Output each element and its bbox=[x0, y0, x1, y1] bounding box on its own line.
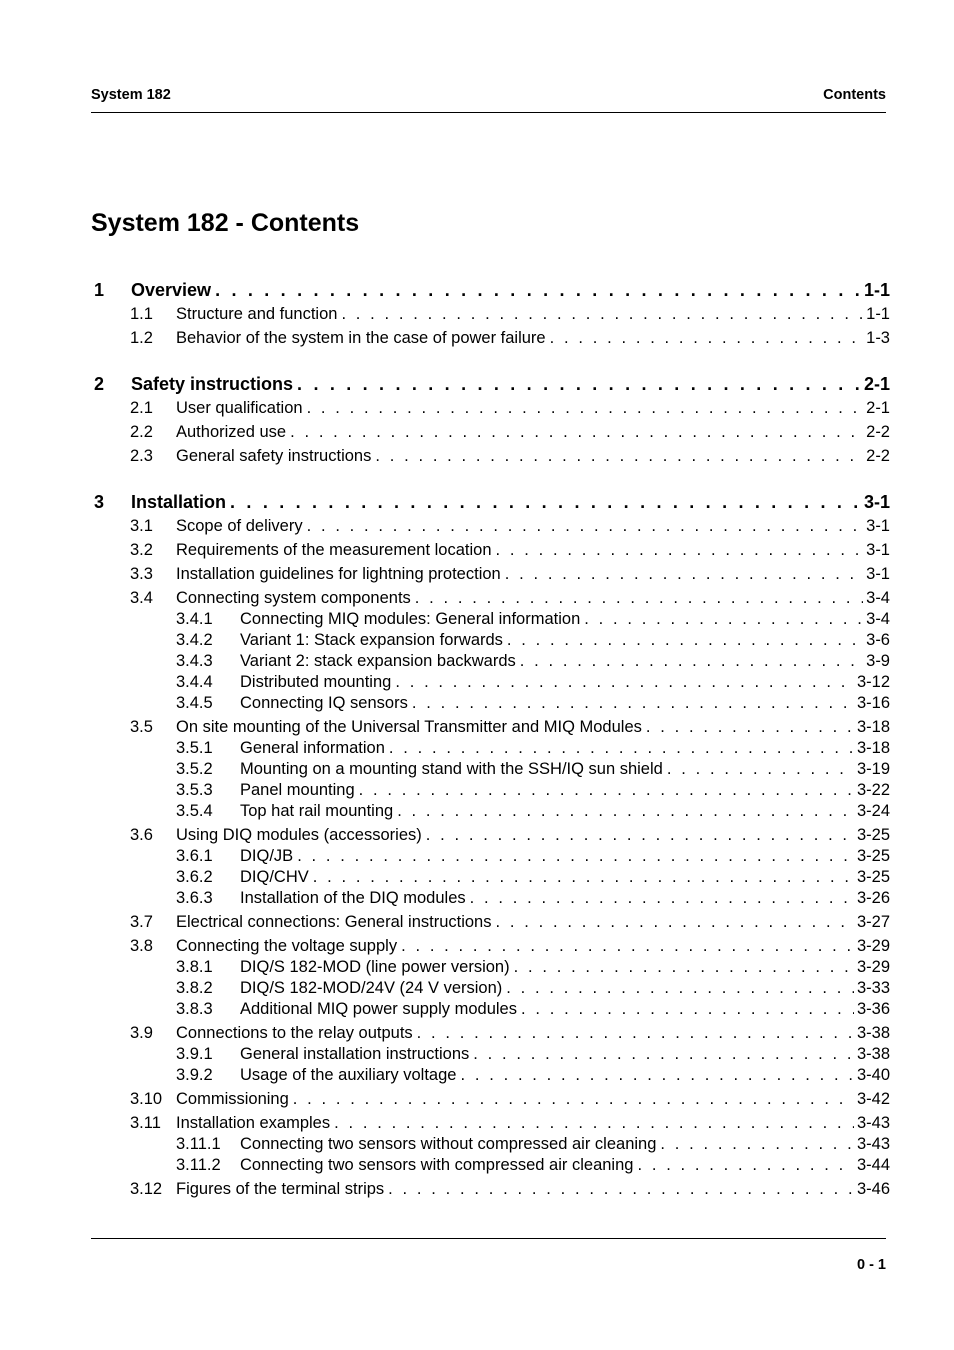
toc-entry-title: Connecting MIQ modules: General information bbox=[240, 610, 581, 628]
toc-entry-title: Figures of the terminal strips bbox=[176, 1180, 385, 1198]
toc-entry-page: 3-29 bbox=[856, 937, 890, 955]
toc-entry-number: 1.2 bbox=[130, 329, 153, 347]
toc-dot-leader bbox=[426, 824, 854, 846]
toc-entry-title: DIQ/S 182-MOD/24V (24 V version) bbox=[240, 979, 503, 997]
toc-dot-leader bbox=[521, 998, 854, 1020]
toc-dot-leader bbox=[520, 650, 863, 672]
toc-entry-number: 3.4.1 bbox=[176, 610, 213, 628]
toc-entry-title: Using DIQ modules (accessories) bbox=[176, 826, 422, 844]
toc-dot-leader bbox=[667, 758, 854, 780]
toc-entry-body bbox=[176, 911, 890, 933]
toc-entry-title: Connecting the voltage supply bbox=[176, 937, 398, 955]
toc-entry-body bbox=[240, 956, 890, 978]
toc-entry-title: Connecting IQ sensors bbox=[240, 694, 408, 712]
toc-entry-number: 3.6.3 bbox=[176, 889, 213, 907]
toc-entry-page: 3-40 bbox=[856, 1066, 890, 1084]
toc-entry-number: 3.5.4 bbox=[176, 802, 213, 820]
toc-entry-number: 3.8.3 bbox=[176, 1000, 213, 1018]
toc-entry-number: 3.8.2 bbox=[176, 979, 213, 997]
toc-entry-body bbox=[176, 587, 890, 609]
toc-dot-leader bbox=[505, 563, 863, 585]
toc-entry-page: 3-1 bbox=[866, 517, 890, 535]
toc-dot-leader bbox=[496, 539, 864, 561]
toc-entry-body bbox=[176, 397, 890, 419]
toc-entry-page: 3-26 bbox=[856, 889, 890, 907]
toc-entry-page: 3-18 bbox=[856, 718, 890, 736]
toc-dot-leader bbox=[297, 845, 854, 867]
toc-dot-leader bbox=[507, 629, 863, 651]
toc-entry-title: Authorized use bbox=[176, 423, 287, 441]
toc-entry-title: Connecting system components bbox=[176, 589, 411, 607]
toc-entry-page: 1-3 bbox=[866, 329, 890, 347]
toc-entry-number: 2.2 bbox=[130, 423, 153, 441]
toc-entry-body bbox=[240, 977, 890, 999]
toc-entry-number: 3.6 bbox=[130, 826, 153, 844]
toc-entry-title: Overview bbox=[131, 280, 212, 300]
toc-entry-number: 1.1 bbox=[130, 305, 153, 323]
toc-entry-page: 2-1 bbox=[863, 374, 890, 394]
toc-entry-page: 3-33 bbox=[856, 979, 890, 997]
toc-entry-body bbox=[240, 758, 890, 780]
toc-entry-body bbox=[240, 1043, 890, 1065]
toc-entry-page: 3-25 bbox=[856, 826, 890, 844]
toc-entry-title: Distributed mounting bbox=[240, 673, 392, 691]
toc-dot-leader bbox=[388, 1178, 854, 1200]
toc-entry-page: 3-6 bbox=[866, 631, 890, 649]
toc-entry-body bbox=[240, 1154, 890, 1176]
toc-entry-body bbox=[176, 303, 890, 325]
toc-entry-page: 3-1 bbox=[866, 541, 890, 559]
toc-dot-leader bbox=[506, 977, 854, 999]
toc-entry-title: General information bbox=[240, 739, 385, 757]
toc-entry-page: 3-22 bbox=[856, 781, 890, 799]
toc-entry-body bbox=[240, 779, 890, 801]
toc-dot-leader bbox=[637, 1154, 854, 1176]
toc-entry-title: Commissioning bbox=[176, 1090, 289, 1108]
toc-entry-page: 3-24 bbox=[856, 802, 890, 820]
toc-entry-number: 3.9 bbox=[130, 1024, 153, 1042]
toc-entry-page: 1-1 bbox=[863, 280, 890, 300]
toc-entry-page: 3-36 bbox=[856, 1000, 890, 1018]
toc-entry-number: 3.10 bbox=[130, 1090, 163, 1108]
toc-dot-leader bbox=[313, 866, 854, 888]
toc-entry-page: 2-1 bbox=[866, 399, 890, 417]
toc-entry-title: DIQ/S 182-MOD (line power version) bbox=[240, 958, 510, 976]
toc-dot-leader bbox=[417, 1022, 854, 1044]
toc-dot-leader bbox=[293, 1088, 854, 1110]
toc-entry-page: 3-12 bbox=[856, 673, 890, 691]
toc-entry-body bbox=[176, 1088, 890, 1110]
toc-entry-page: 3-46 bbox=[856, 1180, 890, 1198]
toc-entry-number: 3.5 bbox=[130, 718, 153, 736]
header-rule bbox=[91, 112, 886, 113]
toc-dot-leader bbox=[359, 779, 854, 801]
toc-entry-number: 3.6.2 bbox=[176, 868, 213, 886]
toc-entry-body bbox=[176, 539, 890, 561]
footer-rule bbox=[91, 1238, 886, 1239]
toc-entry-page: 2-2 bbox=[866, 423, 890, 441]
toc-entry-body bbox=[176, 1022, 890, 1044]
toc-entry-page: 3-19 bbox=[856, 760, 890, 778]
running-header bbox=[91, 87, 886, 107]
toc-entry-number: 3.11.1 bbox=[176, 1135, 221, 1153]
toc-entry-page: 3-4 bbox=[866, 610, 890, 628]
toc-entry-title: Usage of the auxiliary voltage bbox=[240, 1066, 457, 1084]
toc-dot-leader bbox=[290, 421, 863, 443]
toc-dot-leader bbox=[495, 911, 853, 933]
toc-entry-title: General installation instructions bbox=[240, 1045, 470, 1063]
toc-entry-body bbox=[176, 1178, 890, 1200]
toc-entry-page: 3-1 bbox=[863, 492, 890, 512]
toc-entry-page: 3-9 bbox=[866, 652, 890, 670]
toc-dot-leader bbox=[395, 671, 854, 693]
toc-entry-number: 2.1 bbox=[130, 399, 153, 417]
toc-entry-body bbox=[176, 824, 890, 846]
toc-entry-body bbox=[176, 515, 890, 537]
toc-entry-body bbox=[240, 887, 890, 909]
toc-entry-number: 2.3 bbox=[130, 447, 153, 465]
toc-dot-leader bbox=[470, 887, 854, 909]
header-document-name: System 182 bbox=[91, 87, 171, 103]
toc-entry-body bbox=[240, 692, 890, 714]
toc-entry-body bbox=[240, 866, 890, 888]
toc-entry-number: 3.4.5 bbox=[176, 694, 213, 712]
toc-entry-page: 3-1 bbox=[866, 565, 890, 583]
toc-entry-number: 3.11 bbox=[130, 1114, 161, 1132]
toc-entry-page: 3-25 bbox=[856, 847, 890, 865]
page-number: 0 - 1 bbox=[856, 1257, 886, 1273]
toc-entry-page: 3-42 bbox=[856, 1090, 890, 1108]
toc-entry-title: Variant 2: stack expansion backwards bbox=[240, 652, 516, 670]
toc-dot-leader bbox=[334, 1112, 854, 1134]
toc-entry-page: 3-38 bbox=[856, 1045, 890, 1063]
toc-entry-number: 3.9.1 bbox=[176, 1045, 213, 1063]
toc-entry-page: 3-4 bbox=[866, 589, 890, 607]
toc-entry-body bbox=[240, 608, 890, 630]
toc-entry-title: General safety instructions bbox=[176, 447, 372, 465]
toc-entry-body bbox=[240, 845, 890, 867]
toc-dot-leader bbox=[375, 445, 863, 467]
toc-dot-leader bbox=[460, 1064, 854, 1086]
toc-entry-body bbox=[176, 445, 890, 467]
toc-entry-page: 3-16 bbox=[856, 694, 890, 712]
toc-entry-title: Installation examples bbox=[176, 1114, 331, 1132]
toc-dot-leader bbox=[550, 327, 864, 349]
toc-dot-leader bbox=[297, 373, 861, 395]
toc-entry-page: 3-43 bbox=[856, 1135, 890, 1153]
toc-entry-title: Scope of delivery bbox=[176, 517, 303, 535]
toc-dot-leader bbox=[397, 800, 854, 822]
toc-entry-body bbox=[240, 671, 890, 693]
toc-dot-leader bbox=[230, 491, 861, 513]
toc-entry-number: 3.4.3 bbox=[176, 652, 213, 670]
toc-entry-title: Variant 1: Stack expansion forwards bbox=[240, 631, 503, 649]
toc-entry-body bbox=[240, 800, 890, 822]
toc-entry-page: 3-25 bbox=[856, 868, 890, 886]
toc-entry-number: 3.5.3 bbox=[176, 781, 213, 799]
toc-dot-leader bbox=[473, 1043, 854, 1065]
toc-entry-number: 3.6.1 bbox=[176, 847, 213, 865]
toc-entry-title: DIQ/CHV bbox=[240, 868, 309, 886]
toc-entry-title: User qualification bbox=[176, 399, 303, 417]
toc-entry-body bbox=[240, 650, 890, 672]
toc-entry-number: 3.12 bbox=[130, 1180, 163, 1198]
toc-entry-title: Safety instructions bbox=[131, 374, 294, 394]
toc-entry-number: 3.2 bbox=[130, 541, 153, 559]
toc-entry-number: 1 bbox=[94, 280, 105, 300]
toc-dot-leader bbox=[307, 515, 864, 537]
toc-entry-body bbox=[240, 737, 890, 759]
toc-entry-title: DIQ/JB bbox=[240, 847, 294, 865]
toc-entry-title: Panel mounting bbox=[240, 781, 355, 799]
toc-dot-leader bbox=[389, 737, 854, 759]
toc-entry-number: 3.11.2 bbox=[176, 1156, 221, 1174]
toc-entry-body bbox=[240, 1064, 890, 1086]
toc-entry-body bbox=[176, 716, 890, 738]
toc-entry-page: 3-18 bbox=[856, 739, 890, 757]
toc-entry-title: On site mounting of the Universal Transmitter and MIQ Modules bbox=[176, 718, 642, 736]
toc-dot-leader bbox=[514, 956, 854, 978]
toc-entry-title: Electrical connections: General instructions bbox=[176, 913, 492, 931]
toc-entry-number: 3.4 bbox=[130, 589, 153, 607]
toc-entry-title: Connections to the relay outputs bbox=[176, 1024, 413, 1042]
toc-entry-number: 2 bbox=[94, 374, 105, 394]
toc-entry-number: 3.5.2 bbox=[176, 760, 213, 778]
toc-entry-body bbox=[131, 279, 890, 301]
toc-entry-page: 2-2 bbox=[866, 447, 890, 465]
toc-dot-leader bbox=[412, 692, 854, 714]
toc-entry-body bbox=[240, 629, 890, 651]
toc-entry-number: 3.5.1 bbox=[176, 739, 213, 757]
toc-entry-body bbox=[176, 563, 890, 585]
toc-entry-number: 3.1 bbox=[130, 517, 153, 535]
toc-entry-title: Requirements of the measurement location bbox=[176, 541, 492, 559]
toc-entry-number: 3.9.2 bbox=[176, 1066, 213, 1084]
toc-entry-title: Installation of the DIQ modules bbox=[240, 889, 466, 907]
toc-entry-body bbox=[131, 373, 890, 395]
toc-entry-body bbox=[176, 421, 890, 443]
toc-dot-leader bbox=[660, 1133, 854, 1155]
toc-entry-number: 3.7 bbox=[130, 913, 153, 931]
toc-entry-number: 3 bbox=[94, 492, 105, 512]
toc-entry-title: Installation guidelines for lightning protection bbox=[176, 565, 501, 583]
toc-entry-title: Installation bbox=[131, 492, 227, 512]
page-title: System 182 - Contents bbox=[91, 209, 360, 237]
toc-entry-title: Additional MIQ power supply modules bbox=[240, 1000, 517, 1018]
toc-entry-body bbox=[240, 998, 890, 1020]
toc-dot-leader bbox=[307, 397, 864, 419]
toc-entry-body bbox=[176, 327, 890, 349]
toc-entry-body bbox=[240, 1133, 890, 1155]
toc-entry-page: 3-44 bbox=[856, 1156, 890, 1174]
toc-dot-leader bbox=[584, 608, 863, 630]
toc-entry-title: Structure and function bbox=[176, 305, 338, 323]
toc-dot-leader bbox=[215, 279, 861, 301]
toc-entry-title: Connecting two sensors without compressed air cleaning bbox=[240, 1135, 657, 1153]
toc-entry-number: 3.8.1 bbox=[176, 958, 213, 976]
toc-entry-title: Behavior of the system in the case of power failure bbox=[176, 329, 546, 347]
toc-dot-leader bbox=[401, 935, 854, 957]
toc-entry-number: 3.3 bbox=[130, 565, 153, 583]
toc-entry-page: 3-29 bbox=[856, 958, 890, 976]
toc-entry-number: 3.8 bbox=[130, 937, 153, 955]
toc-dot-leader bbox=[415, 587, 863, 609]
toc-dot-leader bbox=[646, 716, 854, 738]
toc-entry-title: Mounting on a mounting stand with the SSH/IQ sun shield bbox=[240, 760, 663, 778]
toc-entry-page: 3-27 bbox=[856, 913, 890, 931]
toc-entry-page: 1-1 bbox=[866, 305, 890, 323]
toc-dot-leader bbox=[341, 303, 863, 325]
toc-entry-page: 3-43 bbox=[856, 1114, 890, 1132]
toc-entry-number: 3.4.2 bbox=[176, 631, 213, 649]
header-section-name: Contents bbox=[823, 87, 886, 103]
toc-entry-title: Connecting two sensors with compressed air cleaning bbox=[240, 1156, 634, 1174]
toc-entry-body bbox=[131, 491, 890, 513]
toc-entry-page: 3-38 bbox=[856, 1024, 890, 1042]
toc-entry-number: 3.4.4 bbox=[176, 673, 213, 691]
toc-entry-body bbox=[176, 935, 890, 957]
toc-entry-body bbox=[176, 1112, 890, 1134]
toc-entry-title: Top hat rail mounting bbox=[240, 802, 394, 820]
